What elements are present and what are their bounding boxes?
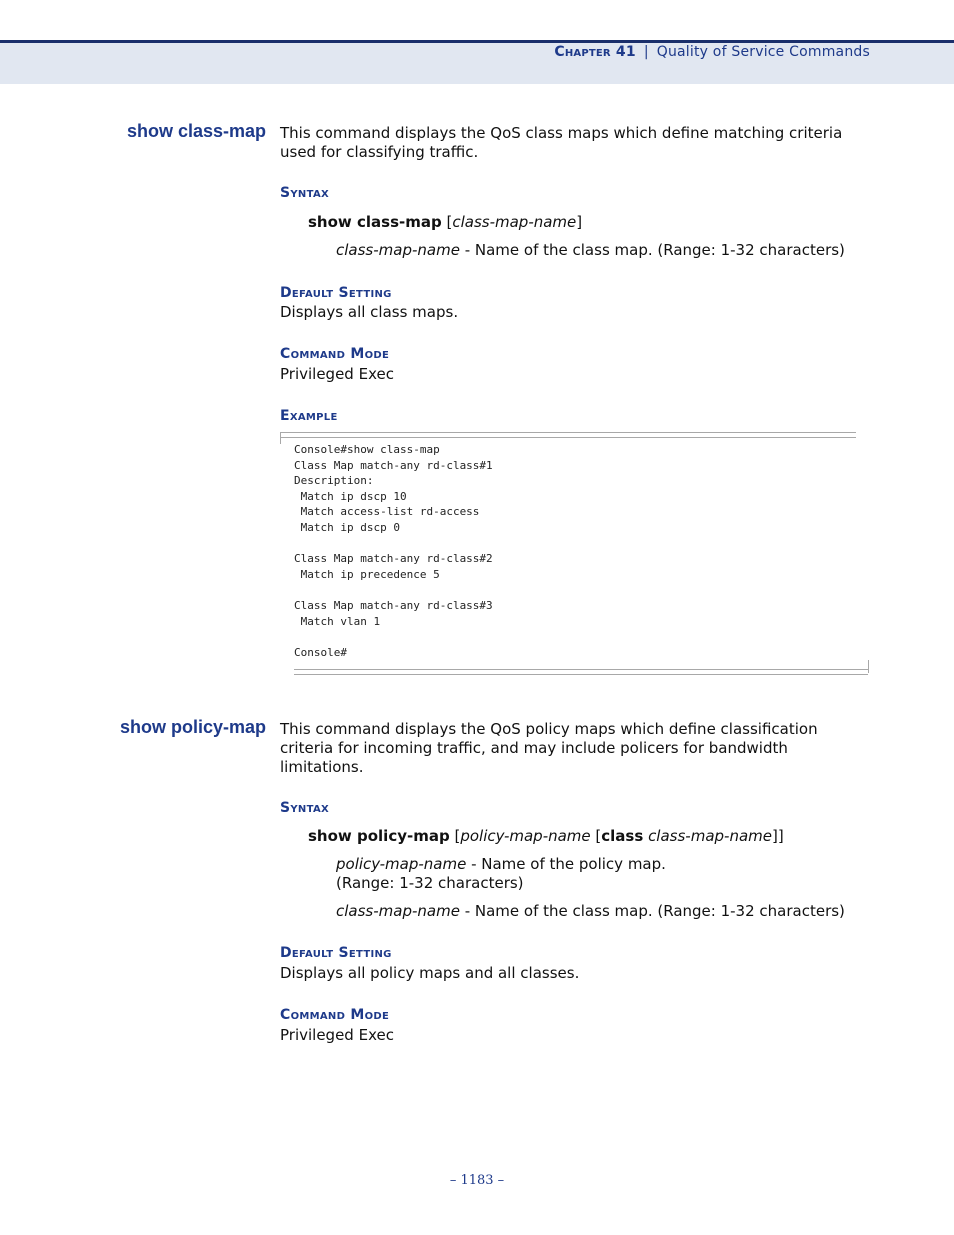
example-code: Console#show class-map Class Map match-any rd-class#1 Description: Match ip dscp 10 Match access-list rd-access Match ip dscp 0 Class Map match-any rd-class#2 Match ip precedence 5 Class Map match-any rd-class#3 Match vlan 1 Console#	[294, 443, 493, 659]
section2-syntax-heading: Syntax	[280, 800, 329, 816]
section2-param-class-map-name	[336, 902, 845, 921]
section2-default-heading: Default Setting	[280, 945, 392, 961]
syntax-command: show policy-map	[308, 827, 450, 845]
param-name: policy-map-name	[336, 855, 467, 873]
syntax-bracket-open: [	[449, 827, 461, 845]
code-right-rule	[866, 660, 869, 673]
syntax-bracket-close: ]]	[772, 827, 784, 845]
section1-syntax-line	[308, 213, 582, 232]
example-code-box	[280, 432, 870, 675]
code-left-rule	[280, 432, 285, 444]
param-name: class-map-name	[336, 241, 460, 259]
section1-description: This command displays the QoS class maps which define matching criteria used for classifying traffic.	[280, 124, 843, 161]
syntax-argument-class: class-map-name	[648, 827, 772, 845]
param-description: - Name of the class map. (Range: 1-32 characters)	[459, 241, 845, 259]
chapter-label	[554, 44, 635, 60]
syntax-bracket-close: ]	[576, 213, 583, 231]
section1-default-heading: Default Setting	[280, 285, 392, 301]
section1-mode-heading: Command Mode	[280, 346, 390, 362]
syntax-bracket-open: [	[441, 213, 453, 231]
syntax-keyword-class: class	[601, 827, 644, 845]
section-title-show-policy-map: show policy-map	[119, 717, 266, 737]
section1-param-class-map-name	[336, 241, 845, 260]
param-name: class-map-name	[336, 902, 460, 920]
section2-syntax-line	[308, 827, 784, 846]
chapter-number: 41	[615, 44, 636, 60]
chapter-prefix: C	[554, 44, 565, 60]
section1-example-heading: Example	[280, 408, 338, 424]
syntax-argument-policy: policy-map-name	[460, 827, 591, 845]
section1-syntax-heading: Syntax	[280, 185, 329, 201]
section2-mode-text: Privileged Exec	[280, 1026, 394, 1044]
section-title-show-class-map: show class-map	[126, 121, 266, 141]
code-top-rule	[280, 432, 856, 438]
chapter-title: Quality of Service Commands	[656, 44, 870, 60]
header-separator: |	[643, 44, 649, 60]
section2-default-text: Displays all policy maps and all classes.	[280, 964, 580, 982]
section2-description: This command displays the QoS policy maps which define classification criteria for incoming traffic, and may include policers for bandwidth limitations.	[280, 720, 818, 776]
chapter-rest: hapter	[564, 44, 611, 60]
param-description: - Name of the policy map.	[466, 855, 666, 873]
section2-param-policy-map-range: (Range: 1-32 characters)	[336, 874, 524, 892]
param-description: - Name of the class map. (Range: 1-32 characters)	[459, 902, 845, 920]
section2-param-policy-map-name	[336, 855, 666, 874]
syntax-bracket-mid: [	[590, 827, 602, 845]
section1-mode-text: Privileged Exec	[280, 365, 394, 383]
page-number: – 1183 –	[449, 1173, 505, 1188]
syntax-argument: class-map-name	[452, 213, 577, 231]
chapter-header	[554, 44, 870, 60]
section2-mode-heading: Command Mode	[280, 1007, 390, 1023]
syntax-command: show class-map	[308, 213, 442, 231]
section1-default-text: Displays all class maps.	[280, 303, 459, 321]
code-bottom-rule	[294, 669, 868, 675]
